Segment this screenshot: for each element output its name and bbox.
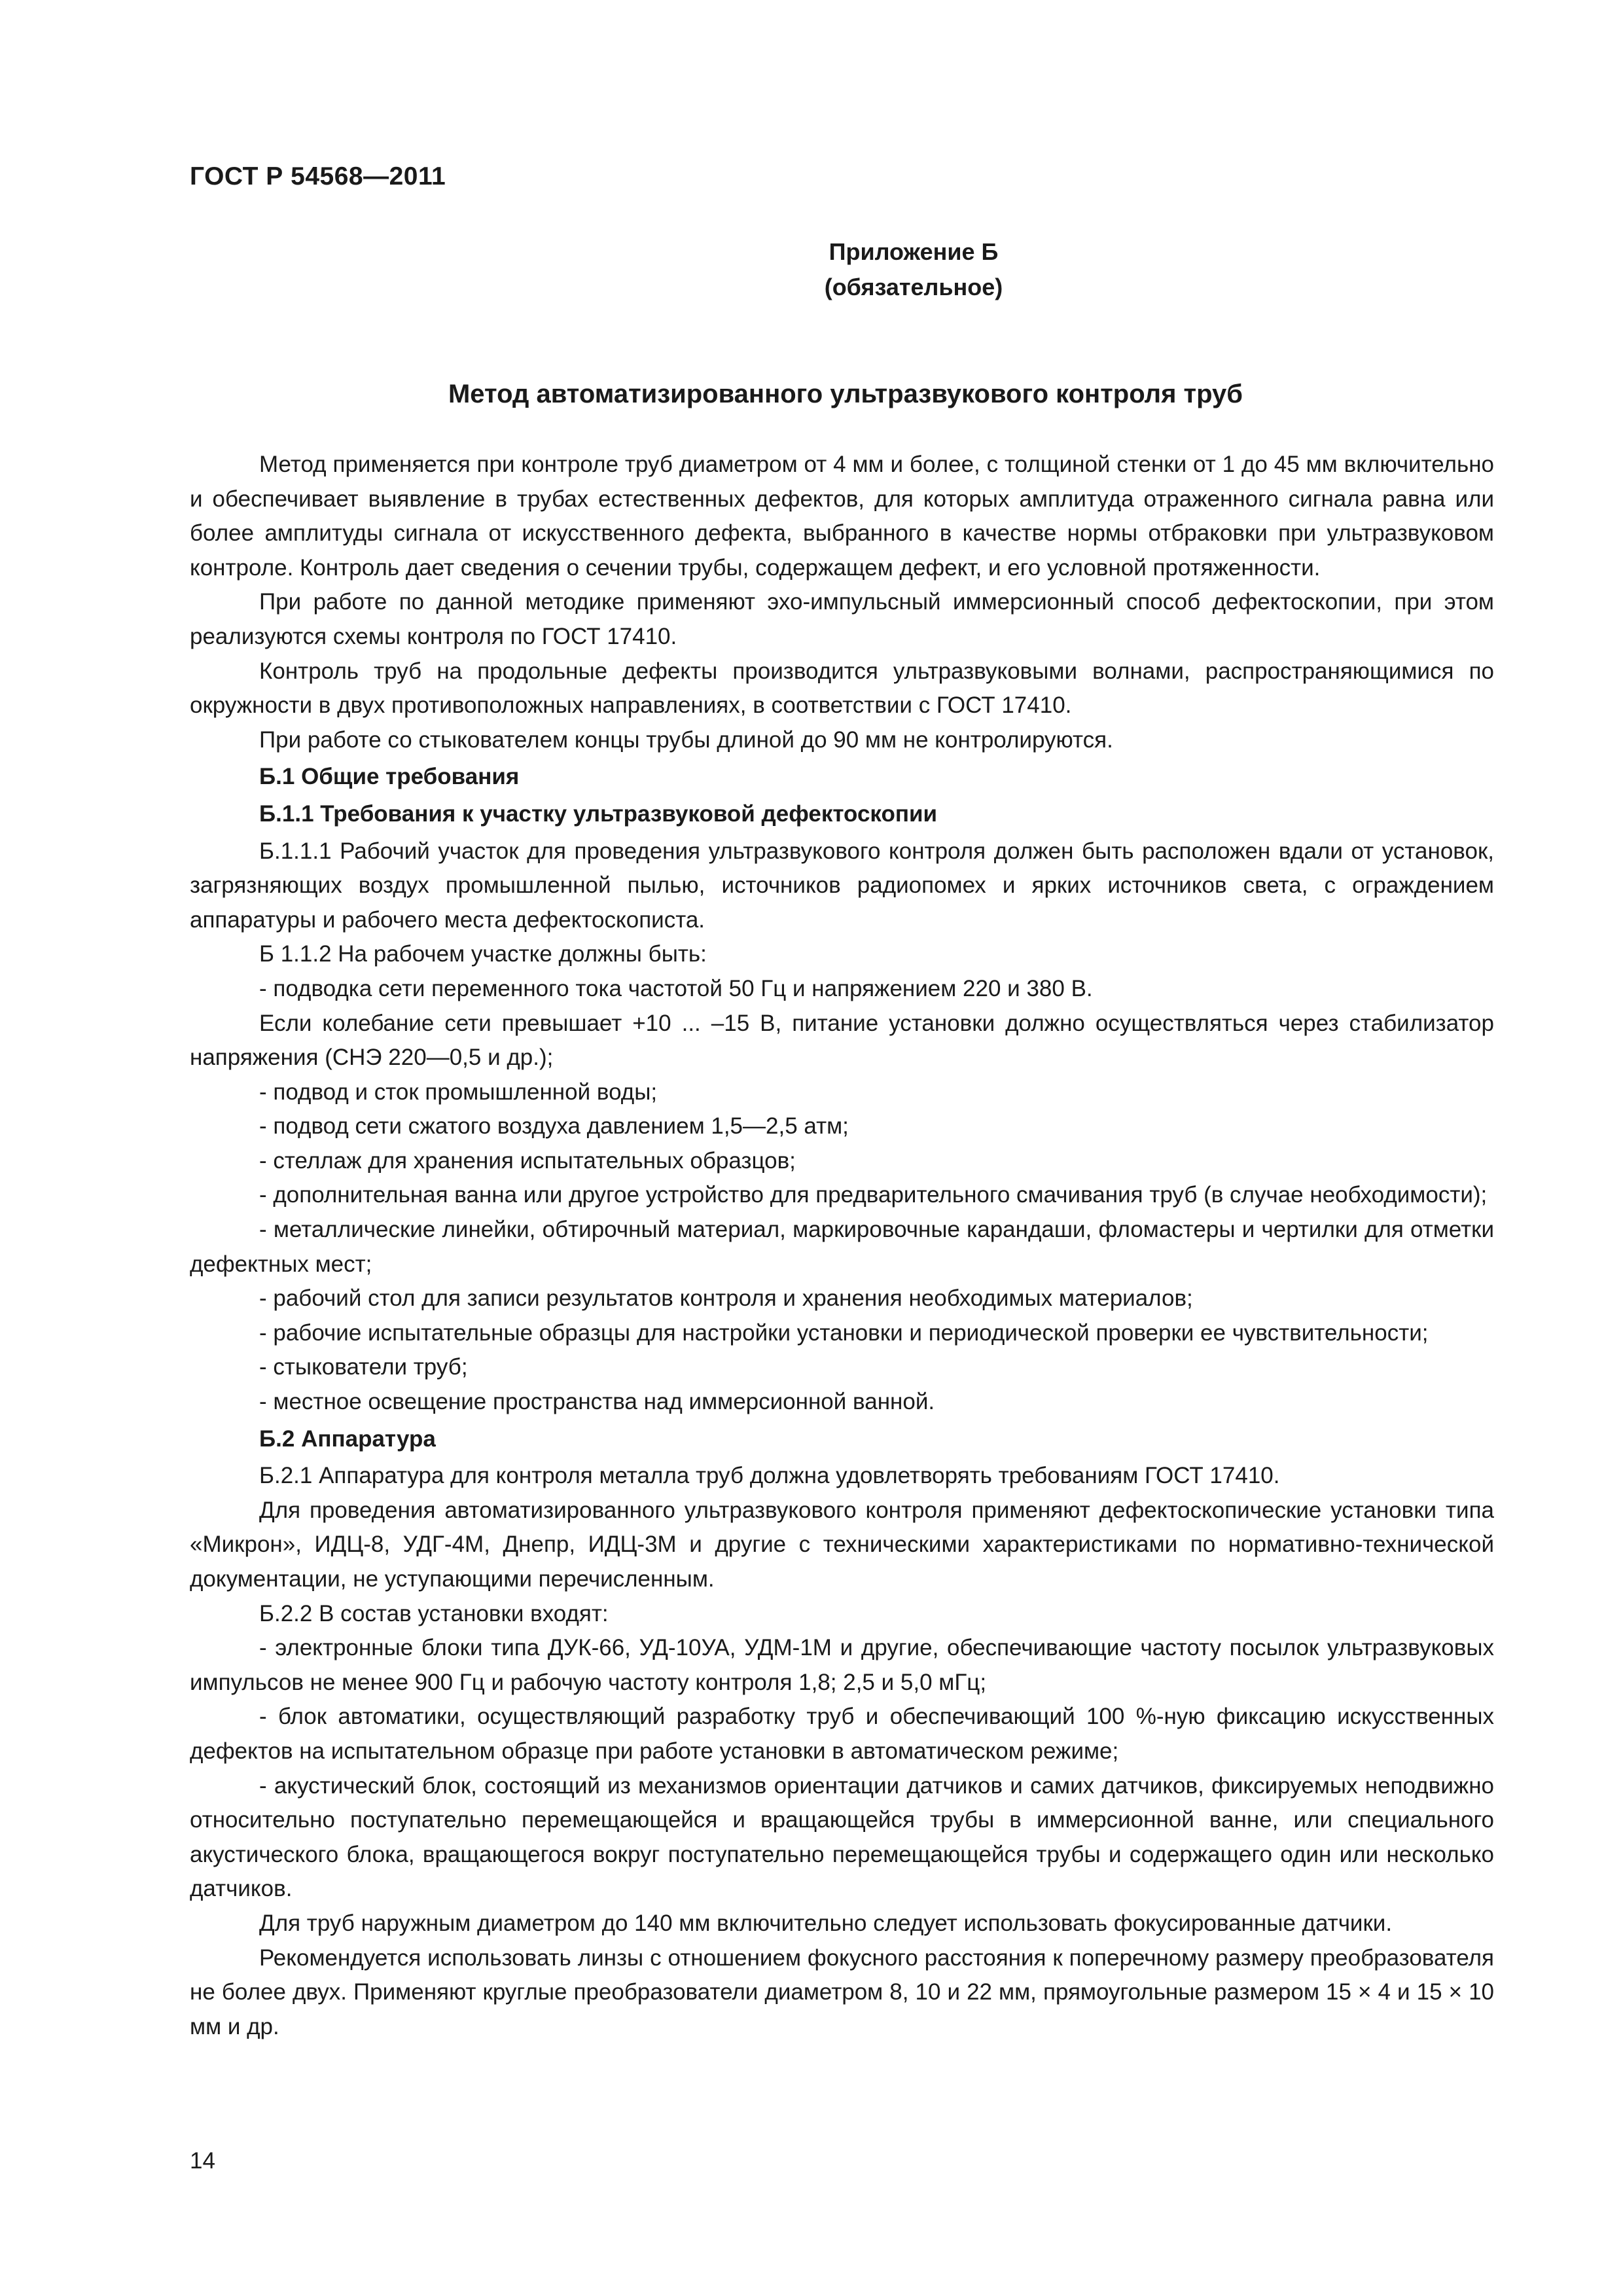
paragraph: При работе со стыкователем концы трубы длиной до 90 мм не контролируются.: [259, 726, 1113, 753]
annex-status: (обязательное): [824, 274, 1003, 300]
paragraph: Если колебание сети превышает +10 ... –15 В, питание установки должно осуществляться через стабилизатор напряжения (СНЭ 220—0,5 и др.);: [190, 1010, 1494, 1071]
paragraph: Для проведения автоматизированного ультразвукового контроля применяют дефектоскопические установки типа «Микрон», ИДЦ-8, УДГ-4М, Днепр, ИДЦ-3М и другие с техническими характеристиками по нормативно-технической документации, не уступающими перечисленным.: [190, 1497, 1494, 1592]
section-heading: Б.1 Общие требования: [259, 764, 520, 790]
paragraph: Б.2.1 Аппаратура для контроля металла труб должна удовлетворять требованиям ГОСТ 17410.: [259, 1463, 1280, 1489]
list-item: - стыкователи труб;: [259, 1354, 468, 1380]
list-item: - местное освещение пространства над иммерсионной ванной.: [259, 1389, 935, 1415]
list-item: - металлические линейки, обтирочный материал, маркировочные карандаши, фломастеры и чертилки для отметки дефектных мест;: [190, 1217, 1494, 1277]
paragraph: Б 1.1.2 На рабочем участке должны быть:: [259, 941, 707, 967]
paragraph: Контроль труб на продольные дефекты производится ультразвуковыми волнами, распространяющимися по окружности в двух противоположных направлениях, в соответствии с ГОСТ 17410.: [190, 658, 1494, 719]
annex-label: Приложение Б: [829, 238, 999, 265]
list-item: - подвод сети сжатого воздуха давлением 1,5—2,5 атм;: [259, 1113, 849, 1139]
list-item: - подвод и сток промышленной воды;: [259, 1079, 658, 1105]
paragraph: Метод применяется при контроле труб диаметром от 4 мм и более, с толщиной стенки от 1 до 45 мм включительно и обеспечивает выявление в трубах естественных дефектов, для которых амплитуда отраженного сигнала равна или более амплитуды сигнала от искусственного дефекта, выбранного в качестве нормы отбраковки при ультразвуковом контроле. Контроль дает сведения о сечении трубы, содержащем дефект, и его условной протяженности.: [190, 452, 1494, 581]
document-body: [190, 448, 1494, 2044]
paragraph: Рекомендуется использовать линзы с отношением фокусного расстояния к поперечному размеру преобразователя не более двух. Применяют круглые преобразователи диаметром 8, 10 и 22 мм, прямоугольные размером 15 × 4 и 15 × 10 мм и др.: [190, 1945, 1494, 2039]
list-item: - электронные блоки типа ДУК-66, УД-10УА, УДМ-1М и другие, обеспечивающие частоту посылок ультразвуковых импульсов не менее 900 Гц и рабочую частоту контроля 1,8; 2,5 и 5,0 мГц;: [190, 1635, 1494, 1695]
section-heading: Б.2 Аппаратура: [259, 1426, 436, 1452]
document-code: ГОСТ Р 54568—2011: [190, 162, 446, 190]
section-heading: Б.1.1 Требования к участку ультразвуковой дефектоскопии: [259, 800, 938, 827]
section-title-text: Метод автоматизированного ультразвукового контроля труб: [448, 380, 1243, 408]
list-item: - блок автоматики, осуществляющий разработку труб и обеспечивающий 100 %-ную фиксацию искусственных дефектов на испытательном образце при работе установки в автоматическом режиме;: [190, 1704, 1494, 1764]
paragraph: Б.1.1.1 Рабочий участок для проведения ультразвукового контроля должен быть расположен вдали от установок, загрязняющих воздух промышленной пылью, источников радиопомех и ярких источников света, с ограждением аппаратуры и рабочего места дефектоскописта.: [190, 838, 1494, 933]
list-item: - подводка сети переменного тока частотой 50 Гц и напряжением 220 и 380 В.: [259, 975, 1093, 1001]
paragraph: Б.2.2 В состав установки входят:: [259, 1600, 609, 1626]
annex-heading: [0, 234, 1623, 305]
paragraph: Для труб наружным диаметром до 140 мм включительно следует использовать фокусированные датчики.: [259, 1910, 1393, 1936]
list-item: - дополнительная ванна или другое устройство для предварительного смачивания труб (в случае необходимости);: [259, 1182, 1488, 1208]
section-title: [0, 380, 1623, 409]
paragraph: При работе по данной методике применяют эхо-импульсный иммерсионный способ дефектоскопии, при этом реализуются схемы контроля по ГОСТ 17410.: [190, 589, 1494, 649]
page-number: 14: [190, 2148, 215, 2174]
list-item: - акустический блок, состоящий из механизмов ориентации датчиков и самих датчиков, фиксируемых неподвижно относительно поступательно перемещающейся и вращающейся трубы в иммерсионной ванне, или специального акустического блока, вращающегося вокруг поступательно перемещающейся трубы и содержащего один или несколько датчиков.: [190, 1772, 1494, 1902]
list-item: - стеллаж для хранения испытательных образцов;: [259, 1147, 796, 1174]
list-item: - рабочий стол для записи результатов контроля и хранения необходимых материалов;: [259, 1285, 1193, 1312]
list-item: - рабочие испытательные образцы для настройки установки и периодической проверки ее чувствительности;: [259, 1319, 1429, 1346]
